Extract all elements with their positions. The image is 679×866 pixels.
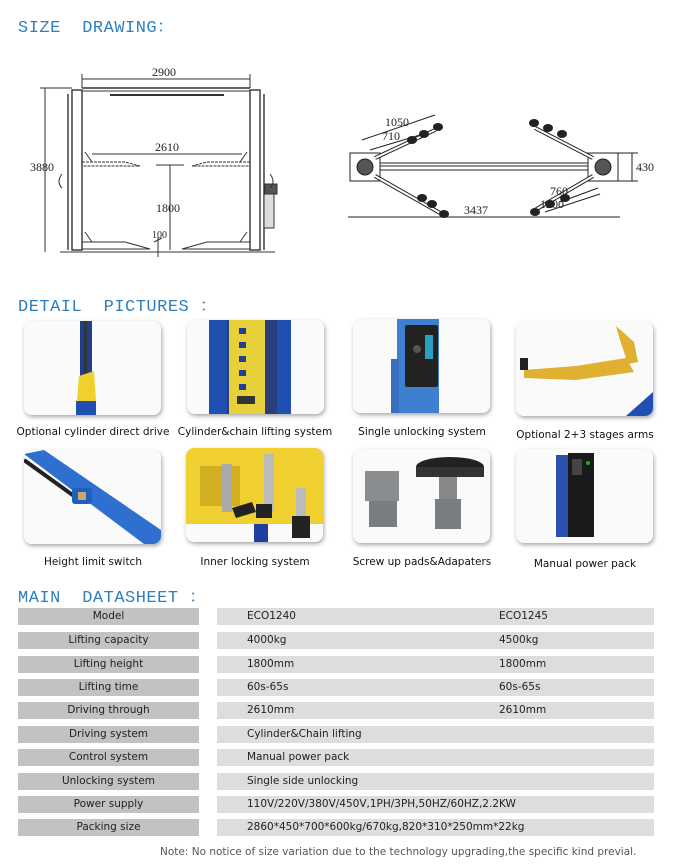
row-values (217, 726, 654, 743)
table-row (18, 632, 654, 649)
svg-text:2900: 2900 (152, 65, 176, 79)
detail-caption-7: Screw up pads&Adapaters (352, 556, 492, 568)
value-shared: Manual power pack (247, 751, 350, 763)
detail-caption-5: Height limit switch (43, 556, 142, 568)
row-label: Lifting capacity (18, 632, 199, 649)
row-label: Lifting height (18, 656, 199, 673)
table-row (18, 749, 654, 766)
value-eco1240: 4000kg (247, 634, 287, 646)
detail-caption-6: Inner locking system (200, 556, 310, 568)
svg-text:1800: 1800 (156, 201, 180, 215)
row-values (217, 702, 654, 719)
detail-picture-screw-pads (353, 449, 490, 543)
table-row (18, 773, 654, 790)
value-eco1240: 60s-65s (247, 681, 289, 693)
value-eco1240: 2610mm (247, 704, 295, 716)
detail-picture-cylinder-direct-drive (24, 321, 161, 415)
detail-picture-stage-arms (516, 322, 653, 416)
row-label: Packing size (18, 819, 199, 836)
value-eco1240: ECO1240 (247, 610, 296, 622)
detail-caption-2: Cylinder&chain lifting system (177, 426, 333, 438)
value-eco1245: 1800mm (499, 658, 547, 670)
value-shared: Single side unlocking (247, 775, 359, 787)
section-title-main-datasheet: MAIN DATASHEET ： (18, 589, 207, 608)
detail-picture-power-pack (516, 449, 653, 543)
row-values (217, 749, 654, 766)
detail-caption-4: Optional 2+3 stages arms (516, 429, 654, 441)
value-eco1240: 1800mm (247, 658, 295, 670)
row-label: Power supply (18, 796, 199, 813)
row-label: Driving through (18, 702, 199, 719)
row-label: Model (18, 608, 199, 625)
value-eco1245: 60s-65s (499, 681, 541, 693)
value-eco1245: 4500kg (499, 634, 539, 646)
row-values (217, 632, 654, 649)
table-row (18, 726, 654, 743)
detail-picture-cylinder-chain (187, 320, 324, 414)
svg-text:3880: 3880 (30, 160, 54, 174)
value-eco1245: ECO1245 (499, 610, 548, 622)
detail-caption-3: Single unlocking system (358, 426, 486, 438)
svg-text:100: 100 (152, 230, 167, 241)
row-values (217, 656, 654, 673)
value-eco1245: 2610mm (499, 704, 547, 716)
svg-text:430: 430 (636, 160, 654, 174)
row-label: Lifting time (18, 679, 199, 696)
section-title-detail-pictures: DETAIL PICTURES ： (18, 298, 218, 317)
row-label: Unlocking system (18, 773, 199, 790)
detail-caption-8: Manual power pack (533, 558, 637, 570)
row-values (217, 608, 654, 625)
svg-text:760: 760 (550, 184, 568, 198)
svg-text:2610: 2610 (155, 140, 179, 154)
row-values (217, 679, 654, 696)
table-row (18, 679, 654, 696)
svg-text:3437: 3437 (464, 203, 488, 217)
top-view-drawing (340, 110, 660, 225)
value-shared: Cylinder&Chain lifting (247, 728, 362, 740)
front-view-drawing (30, 62, 290, 260)
row-values (217, 819, 654, 836)
row-values (217, 796, 654, 813)
detail-picture-height-limit-switch (24, 450, 161, 544)
section-title-size-drawing: SIZE DRAWING： (18, 19, 175, 38)
row-label: Driving system (18, 726, 199, 743)
value-shared: 110V/220V/380V/450V,1PH/3PH,50HZ/60HZ,2.2KW (247, 798, 516, 810)
detail-picture-inner-locking (186, 448, 323, 542)
table-row (18, 656, 654, 673)
detail-caption-1: Optional cylinder direct drive (16, 426, 170, 438)
svg-text:1200: 1200 (540, 197, 564, 211)
table-row (18, 796, 654, 813)
table-row (18, 819, 654, 836)
row-label: Control system (18, 749, 199, 766)
table-row (18, 608, 654, 625)
footnote: Note: No notice of size variation due to the technology upgrading,the specific kind previal. (160, 846, 637, 858)
table-row (18, 702, 654, 719)
detail-picture-single-unlocking (353, 319, 490, 413)
svg-text:1050: 1050 (385, 115, 409, 129)
row-values (217, 773, 654, 790)
value-shared: 2860*450*700*600kg/670kg,820*310*250mm*22kg (247, 821, 525, 833)
svg-text:710: 710 (382, 129, 400, 143)
